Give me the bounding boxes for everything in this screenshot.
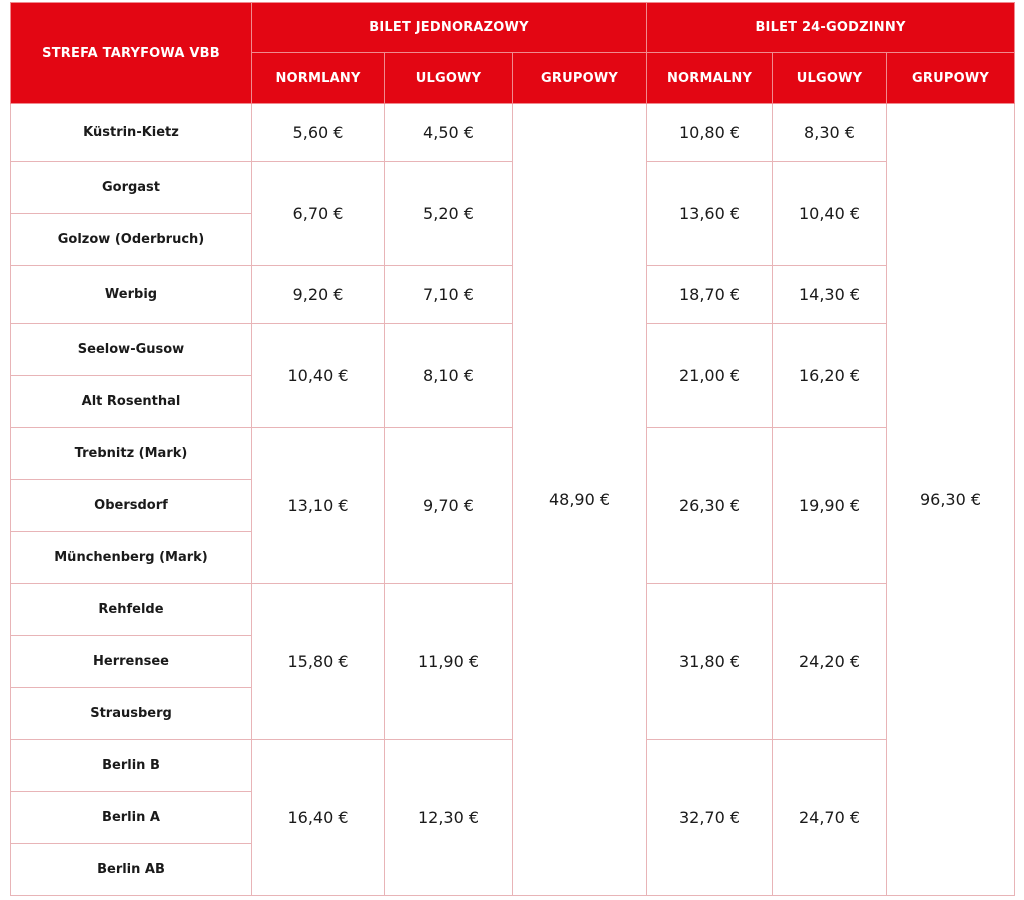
single-reduced-price: 5,20 € — [385, 162, 513, 266]
single-reduced-price: 7,10 € — [385, 266, 513, 324]
header-row-top — [11, 3, 1015, 53]
single-normal-price: 13,10 € — [252, 428, 385, 584]
table-row — [11, 104, 1015, 162]
zone-cell: Herrensee — [11, 636, 252, 688]
day-group-price: 96,30 € — [887, 104, 1015, 896]
day-reduced-price: 19,90 € — [773, 428, 887, 584]
day-group-header: GRUPOWY — [887, 53, 1015, 104]
single-normal-price: 15,80 € — [252, 584, 385, 740]
single-reduced-header: ULGOWY — [385, 53, 513, 104]
zone-column-header: STREFA TARYFOWA VBB — [11, 3, 252, 104]
day-normal-price: 26,30 € — [647, 428, 773, 584]
zone-cell: Gorgast — [11, 162, 252, 214]
zone-cell: Trebnitz (Mark) — [11, 428, 252, 480]
single-normal-price: 5,60 € — [252, 104, 385, 162]
day-reduced-header: ULGOWY — [773, 53, 887, 104]
single-reduced-price: 11,90 € — [385, 584, 513, 740]
zone-cell: Berlin B — [11, 740, 252, 792]
single-normal-price: 9,20 € — [252, 266, 385, 324]
zone-cell: Berlin AB — [11, 844, 252, 896]
day-reduced-price: 8,30 € — [773, 104, 887, 162]
zone-cell: Alt Rosenthal — [11, 376, 252, 428]
day-reduced-price: 14,30 € — [773, 266, 887, 324]
day-reduced-price: 24,20 € — [773, 584, 887, 740]
single-normal-price: 16,40 € — [252, 740, 385, 896]
day-normal-price: 21,00 € — [647, 324, 773, 428]
day-normal-header: NORMALNY — [647, 53, 773, 104]
single-reduced-price: 12,30 € — [385, 740, 513, 896]
day-normal-price: 18,70 € — [647, 266, 773, 324]
zone-cell: Küstrin-Kietz — [11, 104, 252, 162]
day-reduced-price: 16,20 € — [773, 324, 887, 428]
day-normal-price: 31,80 € — [647, 584, 773, 740]
day-ticket-header: BILET 24-GODZINNY — [647, 3, 1015, 53]
single-group-price: 48,90 € — [513, 104, 647, 896]
day-normal-price: 13,60 € — [647, 162, 773, 266]
day-normal-price: 32,70 € — [647, 740, 773, 896]
zone-cell: Obersdorf — [11, 480, 252, 532]
single-normal-price: 10,40 € — [252, 324, 385, 428]
zone-cell: Münchenberg (Mark) — [11, 532, 252, 584]
zone-cell: Werbig — [11, 266, 252, 324]
single-reduced-price: 4,50 € — [385, 104, 513, 162]
day-reduced-price: 24,70 € — [773, 740, 887, 896]
day-normal-price: 10,80 € — [647, 104, 773, 162]
zone-cell: Berlin A — [11, 792, 252, 844]
single-reduced-price: 8,10 € — [385, 324, 513, 428]
single-normal-price: 6,70 € — [252, 162, 385, 266]
zone-cell: Rehfelde — [11, 584, 252, 636]
single-normal-header: NORMLANY — [252, 53, 385, 104]
fare-table — [10, 2, 1015, 896]
single-reduced-price: 9,70 € — [385, 428, 513, 584]
zone-cell: Seelow-Gusow — [11, 324, 252, 376]
zone-cell: Golzow (Oderbruch) — [11, 214, 252, 266]
fare-table-header — [11, 3, 1015, 104]
day-reduced-price: 10,40 € — [773, 162, 887, 266]
fare-table-body — [11, 104, 1015, 896]
single-ticket-header: BILET JEDNORAZOWY — [252, 3, 647, 53]
zone-cell: Strausberg — [11, 688, 252, 740]
single-group-header: GRUPOWY — [513, 53, 647, 104]
